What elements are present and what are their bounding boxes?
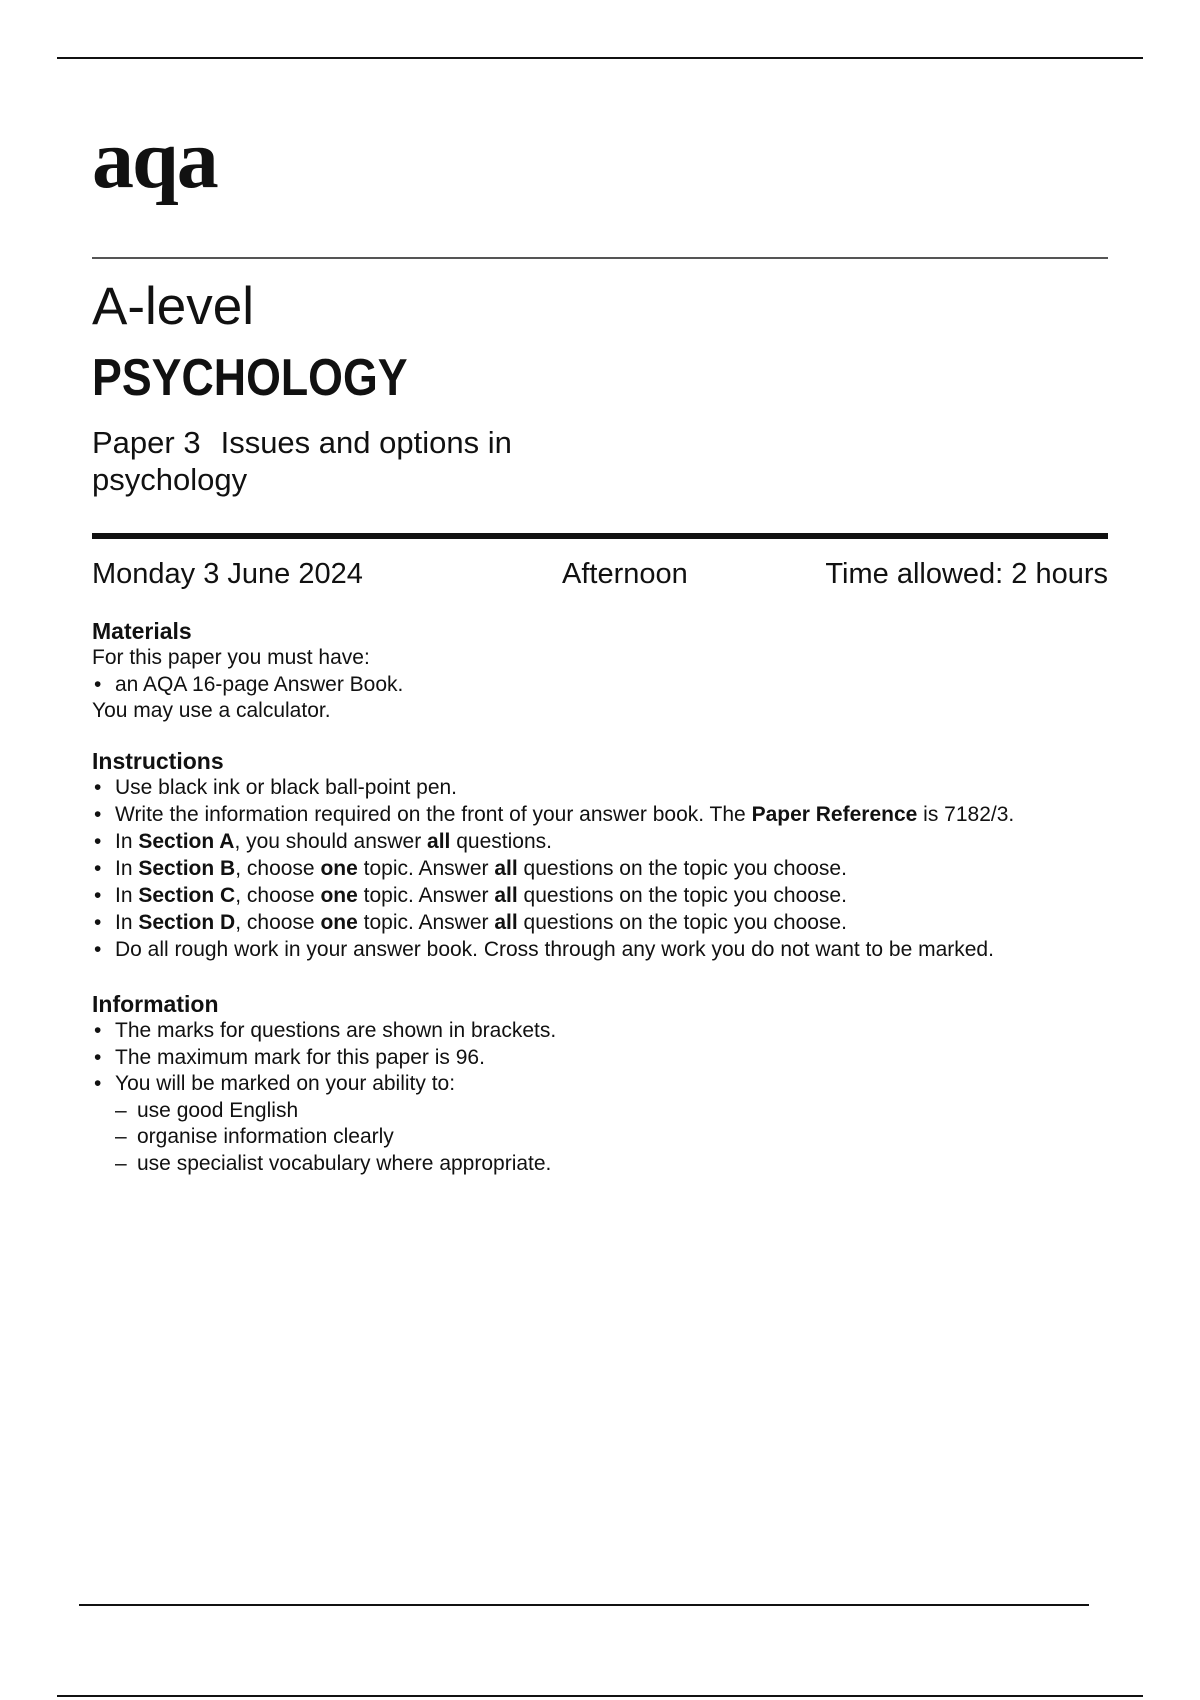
instruction-emphasis: Paper Reference (751, 803, 918, 826)
instruction-text: , choose (235, 884, 321, 907)
instructions-list (92, 775, 1122, 964)
instructions-heading: Instructions (92, 748, 224, 774)
aqa-logo: aqa (92, 113, 217, 206)
instruction-emphasis: all (494, 911, 518, 934)
instruction-text: is 7182/3. (917, 803, 1015, 826)
information-item: • You will be marked on your ability to: (92, 1071, 1122, 1098)
top-rule (57, 57, 1143, 59)
instruction-text: , choose (235, 857, 321, 880)
materials-heading: Materials (92, 618, 192, 644)
instruction-text: In (115, 857, 139, 880)
instruction-item (92, 910, 1122, 937)
materials-intro: For this paper you must have: (92, 646, 370, 669)
information-heading: Information (92, 991, 219, 1017)
logo-divider (92, 257, 1108, 259)
information-item: • The marks for questions are shown in brackets. (92, 1018, 1122, 1045)
information-subitem: – organise information clearly (92, 1124, 1122, 1151)
time-allowed: Time allowed: 2 hours (825, 558, 1108, 590)
instruction-item (92, 829, 1122, 856)
instruction-text: Write the information required on the front of your answer book. The (115, 803, 752, 826)
instructions-section (92, 747, 1122, 964)
information-subitem: – use specialist vocabulary where appropriate. (92, 1151, 1122, 1178)
instruction-item (92, 883, 1122, 910)
footer-rule (79, 1604, 1089, 1606)
paper-name: Issues and options in psychology (92, 425, 512, 497)
instruction-text: topic. Answer (357, 857, 495, 880)
instruction-text: questions on the topic you choose. (517, 911, 847, 934)
exam-session: Afternoon (562, 558, 688, 590)
instruction-emphasis: Section C (138, 884, 236, 907)
instruction-emphasis: one (320, 857, 358, 880)
instruction-text: In (115, 830, 139, 853)
instruction-emphasis: all (427, 830, 451, 853)
instruction-text: questions on the topic you choose. (517, 857, 847, 880)
materials-section (92, 617, 1122, 725)
materials-item: • an AQA 16-page Answer Book. (92, 672, 1122, 699)
instruction-item: • Do all rough work in your answer book. Cross through any work you do not want to be marked. (92, 937, 1122, 964)
instruction-text: , you should answer (234, 830, 428, 853)
materials-list (92, 672, 1122, 699)
instruction-text: , choose (235, 911, 321, 934)
information-list (92, 1018, 1122, 1177)
instruction-emphasis: all (494, 884, 518, 907)
header-divider (92, 533, 1108, 539)
qualification-level: A-level (92, 277, 255, 336)
instruction-item: • Use black ink or black ball-point pen. (92, 775, 1122, 802)
information-section (92, 990, 1122, 1177)
instruction-emphasis: one (320, 884, 358, 907)
instruction-emphasis: Section B (138, 857, 236, 880)
instruction-emphasis: one (320, 911, 358, 934)
paper-number: Paper 3 (92, 425, 201, 460)
instruction-emphasis: all (494, 857, 518, 880)
bottom-rule (57, 1695, 1143, 1697)
instruction-text: questions. (450, 830, 552, 853)
paper-title (92, 424, 612, 498)
instruction-text: In (115, 884, 139, 907)
instruction-emphasis: Section D (138, 911, 236, 934)
instruction-text: questions on the topic you choose. (517, 884, 847, 907)
instruction-item (92, 802, 1122, 829)
instruction-text: In (115, 911, 139, 934)
instruction-text: topic. Answer (357, 884, 495, 907)
exam-date: Monday 3 June 2024 (92, 558, 363, 590)
instruction-item (92, 856, 1122, 883)
subject-title: PSYCHOLOGY (92, 349, 408, 407)
instruction-text: topic. Answer (357, 911, 495, 934)
instruction-emphasis: Section A (138, 830, 235, 853)
information-subitem: – use good English (92, 1098, 1122, 1125)
materials-note: You may use a calculator. (92, 699, 331, 722)
information-item: • The maximum mark for this paper is 96. (92, 1045, 1122, 1072)
